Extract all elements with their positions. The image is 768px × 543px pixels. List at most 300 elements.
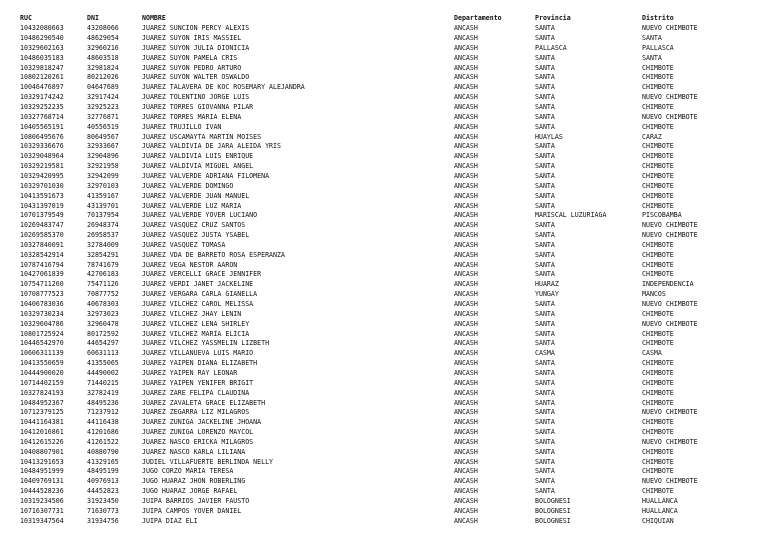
- cell-dni: 40556519: [87, 122, 119, 131]
- cell-ruc: 10329252235: [20, 103, 64, 111]
- cell-ruc: 10431397019: [20, 201, 64, 210]
- cell-departamento: ANCASH: [454, 290, 478, 299]
- table-row: [0, 290, 768, 300]
- cell-dni: 48495199: [87, 467, 119, 476]
- cell-provincia: SANTA: [535, 83, 555, 92]
- cell-distrito: CHIMBOTE: [642, 309, 674, 318]
- cell-ruc: 10329420995: [20, 171, 64, 180]
- cell-nombre: JUAREZ VASQUEZ TOMASA: [142, 240, 226, 249]
- cell-provincia: SANTA: [535, 231, 555, 240]
- cell-provincia: SANTA: [535, 437, 555, 446]
- cell-ruc: 10329336676: [20, 142, 64, 151]
- cell-departamento: ANCASH: [454, 152, 478, 161]
- table-row: [0, 379, 768, 389]
- cell-nombre: JUAREZ VILCHEZ LENA SHIRLEY: [142, 319, 250, 328]
- cell-distrito: CHIMBOTE: [642, 103, 674, 111]
- cell-provincia: CASMA: [535, 349, 555, 358]
- cell-distrito: CHIMBOTE: [642, 329, 674, 338]
- header-dni: DNI: [87, 14, 99, 22]
- cell-dni: 80649567: [87, 132, 119, 141]
- cell-departamento: ANCASH: [454, 181, 478, 190]
- cell-provincia: SANTA: [535, 112, 555, 121]
- table-row: [0, 221, 768, 231]
- cell-provincia: SANTA: [535, 368, 555, 377]
- cell-nombre: JUAREZ VALVERDE LUZ MARIA: [142, 201, 242, 210]
- cell-dni: 42706183: [87, 270, 119, 279]
- cell-nombre: JUAREZ VILCHEZ YASSMELIN LIZBETH: [142, 339, 270, 348]
- table-row: [0, 339, 768, 349]
- cell-ruc: 10327824193: [20, 388, 64, 397]
- cell-distrito: CHIMBOTE: [642, 428, 674, 437]
- table-row: [0, 270, 768, 280]
- cell-dni: 75471126: [87, 280, 119, 289]
- cell-nombre: JUAREZ VALDIVIA LUIS ENRIQUE: [142, 152, 254, 161]
- cell-dni: 48495236: [87, 398, 119, 407]
- cell-ruc: 10484951999: [20, 467, 64, 476]
- table-row: [0, 359, 768, 369]
- table-row: [0, 44, 768, 54]
- cell-nombre: JUAREZ VASQUEZ JUSTA YSABEL: [142, 231, 250, 240]
- table-row: [0, 241, 768, 251]
- cell-ruc: 10327768714: [20, 112, 64, 121]
- cell-provincia: SANTA: [535, 408, 555, 417]
- table-row: [0, 300, 768, 310]
- cell-ruc: 10412615226: [20, 437, 64, 446]
- cell-provincia: SANTA: [535, 181, 555, 190]
- table-row: [0, 142, 768, 152]
- cell-provincia: HUARAZ: [535, 280, 559, 289]
- cell-ruc: 10606311139: [20, 349, 64, 358]
- cell-dni: 80212026: [87, 73, 119, 82]
- cell-departamento: ANCASH: [454, 270, 478, 279]
- cell-departamento: ANCASH: [454, 487, 478, 496]
- cell-departamento: ANCASH: [454, 467, 478, 476]
- table-row: [0, 133, 768, 143]
- cell-departamento: ANCASH: [454, 457, 478, 466]
- cell-dni: 41261522: [87, 437, 119, 446]
- cell-nombre: JUAREZ TALAVERA DE KOC ROSEMARY ALEJANDRA: [142, 83, 305, 92]
- cell-nombre: JUAREZ SUYON WALTER OSWALDO: [142, 73, 250, 82]
- cell-nombre: JUAREZ SUYON PAMELA CRIS: [142, 53, 238, 62]
- cell-departamento: ANCASH: [454, 73, 478, 82]
- header-ruc: RUC: [20, 14, 32, 22]
- cell-departamento: ANCASH: [454, 339, 478, 348]
- cell-distrito: CHIMBOTE: [642, 398, 674, 407]
- cell-departamento: ANCASH: [454, 142, 478, 151]
- cell-ruc: 10329604786: [20, 319, 64, 328]
- cell-distrito: SANTA: [642, 34, 662, 43]
- cell-distrito: CHIMBOTE: [642, 83, 674, 92]
- cell-provincia: SANTA: [535, 388, 555, 397]
- table-row: [0, 497, 768, 507]
- cell-nombre: JUAREZ ÑASCO KARLA LILIANA: [142, 447, 246, 456]
- table-row: [0, 310, 768, 320]
- cell-departamento: ANCASH: [454, 506, 478, 515]
- cell-departamento: ANCASH: [454, 43, 478, 52]
- cell-ruc: 10714402159: [20, 378, 64, 387]
- cell-ruc: 10441164381: [20, 418, 64, 427]
- table-row: [0, 438, 768, 448]
- cell-nombre: JUIPA CAMPOS YOVER DANIEL: [142, 506, 242, 515]
- cell-ruc: 10801725924: [20, 329, 64, 338]
- cell-departamento: ANCASH: [454, 93, 478, 102]
- cell-dni: 31923450: [87, 497, 119, 505]
- cell-dni: 32973023: [87, 309, 119, 318]
- cell-departamento: ANCASH: [454, 250, 478, 259]
- cell-departamento: ANCASH: [454, 231, 478, 240]
- cell-provincia: SANTA: [535, 53, 555, 62]
- cell-provincia: SANTA: [535, 457, 555, 466]
- cell-dni: 32904896: [87, 152, 119, 161]
- cell-provincia: SANTA: [535, 447, 555, 456]
- cell-ruc: 10328542914: [20, 250, 64, 259]
- cell-ruc: 10712379125: [20, 408, 64, 417]
- cell-departamento: ANCASH: [454, 428, 478, 437]
- table-row: [0, 467, 768, 477]
- cell-dni: 43208066: [87, 24, 119, 33]
- cell-distrito: CHIMBOTE: [642, 359, 674, 368]
- table-row: [0, 280, 768, 290]
- cell-ruc: 10754711260: [20, 280, 64, 289]
- cell-distrito: HUALLANCA: [642, 497, 678, 505]
- cell-departamento: ANCASH: [454, 398, 478, 407]
- cell-ruc: 10412016861: [20, 428, 64, 437]
- table-row: [0, 369, 768, 379]
- cell-dni: 44452823: [87, 487, 119, 496]
- table-row: [0, 73, 768, 83]
- cell-distrito: CHIMBOTE: [642, 457, 674, 466]
- cell-distrito: CARAZ: [642, 132, 662, 141]
- cell-provincia: SANTA: [535, 162, 555, 171]
- cell-provincia: SANTA: [535, 142, 555, 151]
- cell-dni: 32942099: [87, 171, 119, 180]
- cell-departamento: ANCASH: [454, 221, 478, 230]
- cell-distrito: NUEVO CHIMBOTE: [642, 24, 698, 33]
- table-row: [0, 83, 768, 93]
- cell-departamento: ANCASH: [454, 477, 478, 486]
- table-row: [0, 261, 768, 271]
- cell-dni: 32933667: [87, 142, 119, 151]
- cell-departamento: ANCASH: [454, 240, 478, 249]
- cell-dni: 32925223: [87, 103, 119, 111]
- table-row: [0, 428, 768, 438]
- cell-departamento: ANCASH: [454, 359, 478, 368]
- table-row: [0, 162, 768, 172]
- cell-provincia: SANTA: [535, 201, 555, 210]
- cell-dni: 40880790: [87, 447, 119, 456]
- cell-dni: 41201686: [87, 428, 119, 437]
- cell-dni: 70137954: [87, 211, 119, 220]
- cell-distrito: CHIMBOTE: [642, 250, 674, 259]
- cell-nombre: JUAREZ VILLANUEVA LUIS MARIO: [142, 349, 254, 358]
- table-row: [0, 103, 768, 113]
- cell-distrito: NUEVO CHIMBOTE: [642, 319, 698, 328]
- cell-provincia: SANTA: [535, 309, 555, 318]
- table-row: [0, 231, 768, 241]
- cell-dni: 26958537: [87, 231, 119, 240]
- cell-provincia: SANTA: [535, 378, 555, 387]
- cell-dni: 41329165: [87, 457, 119, 466]
- cell-ruc: 10802120261: [20, 73, 64, 82]
- table-row: [0, 408, 768, 418]
- cell-nombre: JUAREZ ZAVALETA GRACE ELIZABETH: [142, 398, 266, 407]
- cell-dni: 44654297: [87, 339, 119, 348]
- table-row: [0, 320, 768, 330]
- table-row: [0, 458, 768, 468]
- cell-dni: 31934756: [87, 516, 119, 525]
- cell-distrito: CHIMBOTE: [642, 388, 674, 397]
- cell-ruc: 10716307731: [20, 506, 64, 515]
- cell-dni: 71440215: [87, 378, 119, 387]
- cell-distrito: NUEVO CHIMBOTE: [642, 221, 698, 230]
- cell-nombre: JUAREZ VALVERDE ADRIANA FILOMENA: [142, 171, 270, 180]
- table-row: [0, 507, 768, 517]
- cell-departamento: ANCASH: [454, 349, 478, 358]
- cell-nombre: JUAREZ ZUÑIGA JACKELINE JHOANA: [142, 418, 262, 427]
- cell-departamento: ANCASH: [454, 201, 478, 210]
- cell-departamento: ANCASH: [454, 408, 478, 417]
- table-row: [0, 389, 768, 399]
- table-row: [0, 64, 768, 74]
- table-row: [0, 517, 768, 527]
- table-row: [0, 123, 768, 133]
- cell-ruc: 10329174242: [20, 93, 64, 102]
- cell-dni: 70877752: [87, 290, 119, 299]
- cell-distrito: CHIMBOTE: [642, 63, 674, 72]
- cell-provincia: YUNGAY: [535, 290, 559, 299]
- cell-nombre: JUGO CORZO MARIA TERESA: [142, 467, 234, 476]
- cell-ruc: 10486035183: [20, 53, 64, 62]
- cell-distrito: CHIMBOTE: [642, 142, 674, 151]
- cell-dni: 80172592: [87, 329, 119, 338]
- cell-dni: 60631113: [87, 349, 119, 358]
- table-row: [0, 211, 768, 221]
- cell-dni: 26948374: [87, 221, 119, 230]
- cell-provincia: BOLOGNESI: [535, 516, 571, 525]
- cell-distrito: CHIMBOTE: [642, 418, 674, 427]
- cell-nombre: JUDIEL VILLAFUERTE BERLINDA NELLY: [142, 457, 274, 466]
- cell-ruc: 10046476897: [20, 83, 64, 92]
- cell-ruc: 10444900020: [20, 368, 64, 377]
- table-row: [0, 330, 768, 340]
- cell-nombre: JUAREZ ZEGARRA LIZ MILAGROS: [142, 408, 250, 417]
- table-row: [0, 251, 768, 261]
- cell-nombre: JUAREZ VALDIVIA MIGUEL ANGEL: [142, 162, 254, 171]
- cell-nombre: JUAREZ VALDIVIA DE JARA ALEIDA YRIS: [142, 142, 281, 151]
- cell-distrito: MANCOS: [642, 290, 666, 299]
- cell-ruc: 10409769131: [20, 477, 64, 486]
- table-row: [0, 349, 768, 359]
- cell-distrito: NUEVO CHIMBOTE: [642, 437, 698, 446]
- cell-dni: 71237912: [87, 408, 119, 417]
- cell-ruc: 10413591673: [20, 191, 64, 200]
- header-provincia: Provincia: [535, 14, 571, 22]
- cell-departamento: ANCASH: [454, 112, 478, 121]
- cell-provincia: SANTA: [535, 240, 555, 249]
- cell-ruc: 10486290540: [20, 34, 64, 43]
- cell-departamento: ANCASH: [454, 388, 478, 397]
- cell-distrito: CHIMBOTE: [642, 467, 674, 476]
- cell-dni: 32784009: [87, 240, 119, 249]
- cell-distrito: CHIMBOTE: [642, 240, 674, 249]
- cell-provincia: SANTA: [535, 270, 555, 279]
- cell-ruc: 10319234506: [20, 497, 64, 505]
- cell-provincia: SANTA: [535, 191, 555, 200]
- cell-distrito: CHIMBOTE: [642, 378, 674, 387]
- table-row: [0, 202, 768, 212]
- cell-provincia: SANTA: [535, 34, 555, 43]
- cell-provincia: SANTA: [535, 63, 555, 72]
- cell-departamento: ANCASH: [454, 329, 478, 338]
- cell-provincia: SANTA: [535, 329, 555, 338]
- cell-nombre: JUAREZ VERGARA CARLA GIANELLA: [142, 290, 258, 299]
- cell-ruc: 10329701030: [20, 181, 64, 190]
- table-row: [0, 93, 768, 103]
- cell-departamento: ANCASH: [454, 280, 478, 289]
- cell-departamento: ANCASH: [454, 103, 478, 111]
- cell-provincia: SANTA: [535, 339, 555, 348]
- cell-distrito: INDEPENDENCIA: [642, 280, 694, 289]
- cell-dni: 32776871: [87, 112, 119, 121]
- cell-nombre: JUAREZ YAIPEN YENIFER BRIGIT: [142, 378, 254, 387]
- cell-departamento: ANCASH: [454, 171, 478, 180]
- table-row: [0, 418, 768, 428]
- cell-ruc: 10327840091: [20, 240, 64, 249]
- cell-departamento: ANCASH: [454, 309, 478, 318]
- cell-provincia: SANTA: [535, 171, 555, 180]
- cell-provincia: SANTA: [535, 359, 555, 368]
- cell-distrito: PALLASCA: [642, 43, 674, 52]
- table-row: [0, 182, 768, 192]
- cell-nombre: JUAREZ SUYON IRIS MASSIEL: [142, 34, 242, 43]
- cell-provincia: PALLASCA: [535, 43, 567, 52]
- cell-ruc: 10484952367: [20, 398, 64, 407]
- table-row: [0, 24, 768, 34]
- cell-ruc: 10444528236: [20, 487, 64, 496]
- cell-nombre: JUAREZ VILCHEZ MARIA ELICIA: [142, 329, 250, 338]
- cell-distrito: CHIMBOTE: [642, 162, 674, 171]
- cell-departamento: ANCASH: [454, 191, 478, 200]
- cell-distrito: CHIMBOTE: [642, 368, 674, 377]
- cell-dni: 44490002: [87, 368, 119, 377]
- cell-provincia: MARISCAL LUZURIAGA: [535, 211, 607, 220]
- header-distrito: Distrito: [642, 14, 674, 22]
- cell-nombre: JUAREZ VDA DE BARRETO ROSA ESPERANZA: [142, 250, 285, 259]
- cell-dni: 71630773: [87, 506, 119, 515]
- cell-ruc: 10269483747: [20, 221, 64, 230]
- cell-provincia: SANTA: [535, 93, 555, 102]
- cell-dni: 40678303: [87, 300, 119, 308]
- cell-dni: 32960478: [87, 319, 119, 328]
- cell-nombre: JUAREZ VERCELLI GRACE JENNIFER: [142, 270, 262, 279]
- cell-ruc: 10329818247: [20, 63, 64, 72]
- cell-distrito: NUEVO CHIMBOTE: [642, 231, 698, 240]
- cell-nombre: JUAREZ TORRES MARIA ELENA: [142, 112, 242, 121]
- cell-provincia: BOLOGNESI: [535, 506, 571, 515]
- cell-distrito: CHIMBOTE: [642, 487, 674, 496]
- cell-nombre: JUAREZ SUNCION PERCY ALEXIS: [142, 24, 250, 33]
- cell-distrito: CHIMBOTE: [642, 122, 674, 131]
- table-row: [0, 54, 768, 64]
- cell-distrito: CHIQUIAN: [642, 516, 674, 525]
- cell-provincia: SANTA: [535, 122, 555, 131]
- cell-distrito: CHIMBOTE: [642, 73, 674, 82]
- cell-distrito: CHIMBOTE: [642, 201, 674, 210]
- cell-distrito: NUEVO CHIMBOTE: [642, 300, 698, 308]
- cell-distrito: SANTA: [642, 53, 662, 62]
- cell-departamento: ANCASH: [454, 132, 478, 141]
- cell-departamento: ANCASH: [454, 418, 478, 427]
- cell-distrito: NUEVO CHIMBOTE: [642, 112, 698, 121]
- cell-dni: 32917424: [87, 93, 119, 102]
- cell-ruc: 10269585370: [20, 231, 64, 240]
- cell-dni: 32970103: [87, 181, 119, 190]
- cell-dni: 40976913: [87, 477, 119, 486]
- cell-dni: 04647689: [87, 83, 119, 92]
- cell-dni: 41359167: [87, 191, 119, 200]
- cell-ruc: 10806495676: [20, 132, 64, 141]
- cell-ruc: 10701379549: [20, 211, 64, 220]
- header-nombre: NOMBRE: [142, 14, 166, 22]
- table-row: [0, 487, 768, 497]
- cell-ruc: 10329602163: [20, 43, 64, 52]
- cell-departamento: ANCASH: [454, 516, 478, 525]
- cell-ruc: 10446542970: [20, 339, 64, 348]
- cell-ruc: 10427061839: [20, 270, 64, 279]
- cell-dni: 32960216: [87, 43, 119, 52]
- cell-distrito: NUEVO CHIMBOTE: [642, 93, 698, 102]
- cell-departamento: ANCASH: [454, 162, 478, 171]
- cell-provincia: SANTA: [535, 250, 555, 259]
- cell-distrito: PISCOBAMBA: [642, 211, 682, 220]
- cell-nombre: JUAREZ VASQUEZ CRUZ SANTOS: [142, 221, 246, 230]
- cell-distrito: CHIMBOTE: [642, 152, 674, 161]
- cell-departamento: ANCASH: [454, 437, 478, 446]
- cell-dni: 32782419: [87, 388, 119, 397]
- cell-nombre: JUAREZ SUYON JULIA DIONICIA: [142, 43, 250, 52]
- cell-dni: 32981824: [87, 63, 119, 72]
- cell-dni: 32854291: [87, 250, 119, 259]
- cell-provincia: SANTA: [535, 418, 555, 427]
- cell-nombre: JUGO HUARAZ JORGE RAFAEL: [142, 487, 238, 496]
- cell-distrito: CHIMBOTE: [642, 191, 674, 200]
- cell-departamento: ANCASH: [454, 211, 478, 220]
- cell-departamento: ANCASH: [454, 368, 478, 377]
- cell-dni: 48603518: [87, 53, 119, 62]
- cell-nombre: JUAREZ YAIPEN RAY LEONAR: [142, 368, 238, 377]
- cell-provincia: SANTA: [535, 487, 555, 496]
- cell-departamento: ANCASH: [454, 24, 478, 33]
- cell-ruc: 10329219581: [20, 162, 64, 171]
- cell-distrito: CHIMBOTE: [642, 339, 674, 348]
- cell-dni: 41355065: [87, 359, 119, 368]
- cell-nombre: JUAREZ ZARE FELIPA CLAUDINA: [142, 388, 250, 397]
- cell-nombre: JUAREZ VILCHEZ JHAY LENIN: [142, 309, 242, 318]
- cell-nombre: JUAREZ YAIPEN DIANA ELIZABETH: [142, 359, 258, 368]
- cell-nombre: JUAREZ ÑASCO ERICKA MILAGROS: [142, 437, 254, 446]
- cell-distrito: CHIMBOTE: [642, 260, 674, 269]
- cell-nombre: JUIPA BARRIOS JAVIER FAUSTO: [142, 497, 250, 505]
- cell-nombre: JUAREZ TRUJILLO IVAN: [142, 122, 222, 131]
- cell-provincia: SANTA: [535, 398, 555, 407]
- cell-provincia: SANTA: [535, 319, 555, 328]
- cell-dni: 78741679: [87, 260, 119, 269]
- table-row: [0, 152, 768, 162]
- cell-nombre: JUAREZ TORRES GIOVANNA PILAR: [142, 103, 254, 111]
- cell-distrito: CHIMBOTE: [642, 447, 674, 456]
- cell-ruc: 10406783036: [20, 300, 64, 308]
- cell-provincia: SANTA: [535, 260, 555, 269]
